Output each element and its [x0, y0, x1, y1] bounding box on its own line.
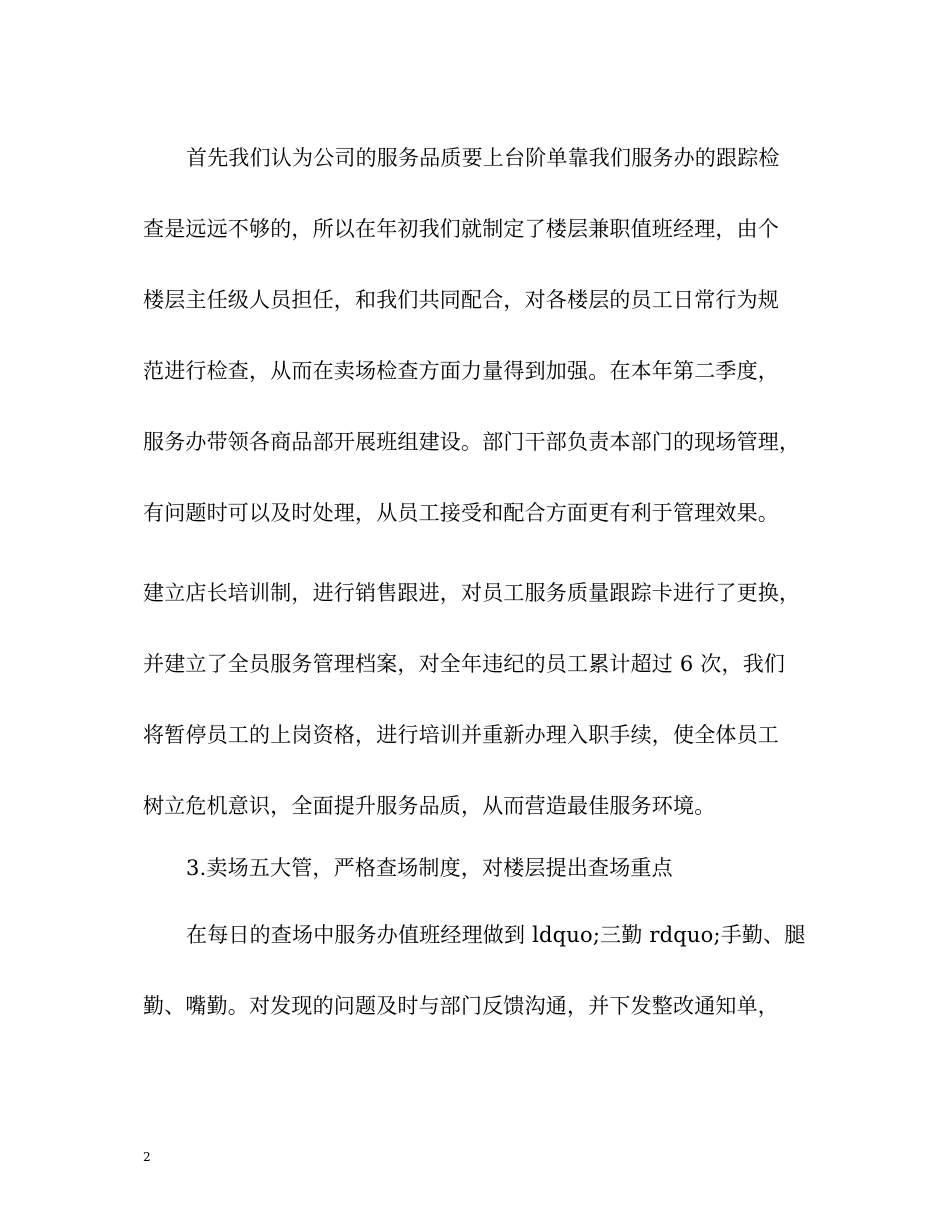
section-heading: 3.卖场五大管，严格查场制度，对楼层提出查场重点 [186, 856, 673, 880]
paragraph-line: 建立店长培训制，进行销售跟进，对员工服务质量跟踪卡进行了更换， [143, 581, 801, 605]
paragraph-line: 树立危机意识，全面提升服务品质，从而营造最佳服务环境。 [143, 794, 716, 818]
paragraph-line: 勤、嘴勤。对发现的问题及时与部门反馈沟通，并下发整改通知单， [143, 994, 779, 1018]
paragraph-line: 楼层主任级人员担任，和我们共同配合，对各楼层的员工日常行为规 [143, 288, 779, 312]
paragraph-line: 查是远远不够的，所以在年初我们就制定了楼层兼职值班经理，由个 [143, 217, 779, 241]
paragraph-line: 将暂停员工的上岗资格，进行培训并重新办理入职手续，使全体员工 [143, 723, 779, 747]
paragraph-line: 范进行检查，从而在卖场检查方面力量得到加强。在本年第二季度， [143, 359, 779, 383]
paragraph-line: 有问题时可以及时处理，从员工接受和配合方面更有利于管理效果。 [143, 501, 779, 525]
paragraph-line: 在每日的查场中服务办值班经理做到 ldquo;三勤 rdquo;手勤、腿 [186, 923, 806, 947]
paragraph-line: 并建立了全员服务管理档案，对全年违纪的员工累计超过 6 次，我们 [143, 652, 786, 676]
paragraph-line: 服务办带领各商品部开展班组建设。部门干部负责本部门的现场管理， [143, 430, 801, 454]
page-number: 2 [143, 1150, 151, 1164]
paragraph-line: 首先我们认为公司的服务品质要上台阶单靠我们服务办的跟踪检 [186, 146, 780, 170]
